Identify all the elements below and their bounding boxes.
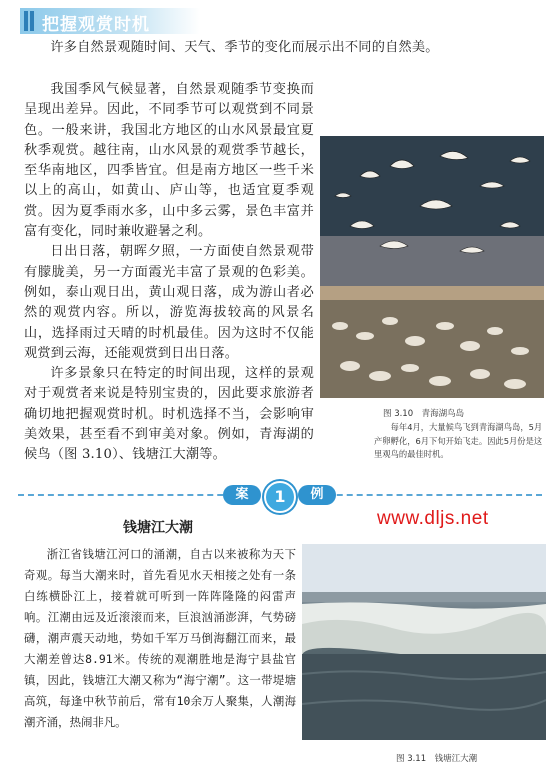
section-title: 把握观赏时机: [42, 15, 150, 35]
qiantang-tide-photo: [302, 544, 546, 740]
case-badge-right: 例: [298, 485, 336, 505]
case-badge-left: 案: [223, 485, 261, 505]
body-text: [24, 80, 314, 466]
header-bar-decoration: [24, 11, 28, 31]
body-paragraph-sunrise: 日出日落，朝晖夕照，一方面使自然景观带有朦胧美，另一方面霞光丰富了景观的色彩美。例如，泰山观日出，黄山观日落，成为游山者必然的观赏内容。所以，游览海拔较高的风景名山，选择雨过天晴的时机最佳。因为这时不仅能观赏到云海，还能观赏到日出日落。: [24, 244, 314, 361]
case-badge: [223, 481, 336, 509]
case-text: 浙江省钱塘江河口的涌潮，自古以来被称为天下奇观。每当大潮来时，首先看见水天相接之处有一条白练横卧江上，接着就可听到一阵阵隆隆的闷雷声响。江潮由远及近滚滚而来，巨浪汹涌澎湃，气势磅礴，潮声震天动地，势如千军万马倒海翻江而来，最大潮差曾达8.91米。传统的观潮胜地是海宁县盐官镇，因此，钱塘江大潮又称为“海宁潮”。这一带堤塘高筑，每逢中秋节前后，常有10余万人聚集，人潮海潮齐涌，热闹非凡。: [24, 547, 296, 729]
case-badge-number: 1: [264, 481, 296, 513]
figure-3-10-title: 图 3.10 青海湖鸟岛: [383, 409, 465, 419]
qinghai-lake-bird-photo: [320, 136, 544, 398]
case-title: 钱塘江大潮: [123, 520, 193, 536]
watermark-url: www.dljs.net: [377, 508, 489, 529]
body-paragraph-seasons: 我国季风气候显著，自然景观随季节变换而呈现出差异。因此，不同季节可以观赏到不同景色。一般来讲，我国北方地区的山水风景最宜夏秋季观赏。越往南，山水风景的观赏季节越长，至华南地区，四季皆宜。但是南方地区一些千米以上的高山，如黄山、庐山等，也适宜夏季观赏。因为夏季雨水多，山中多云雾，景色丰富并富有变化，同时兼收避暑之利。: [24, 82, 314, 240]
figure-3-10-caption: 每年4月，大量候鸟飞到青海湖鸟岛，5月产卵孵化，6月下旬开始飞走。因此5月份是这里观鸟的最佳时机。: [374, 422, 543, 459]
figure-3-11-title: 图 3.11 钱塘江大潮: [396, 754, 478, 764]
birds-illustration: [320, 136, 544, 398]
tide-illustration: [302, 544, 546, 740]
section-header: [20, 8, 200, 34]
header-bar-decoration: [30, 11, 34, 31]
body-paragraph-timing: 许多景象只在特定的时间出现，这样的景观对于观赏者来说是特别宝贵的，因此要求旅游者确切地把握观赏时机。时机选择不当，会影响审美效果，甚至看不到审美对象。例如，青海湖的候鸟（图 3.10）、钱塘江大潮等。: [24, 366, 314, 463]
intro-paragraph: 许多自然景观随时间、天气、季节的变化而展示出不同的自然美。: [50, 40, 439, 55]
